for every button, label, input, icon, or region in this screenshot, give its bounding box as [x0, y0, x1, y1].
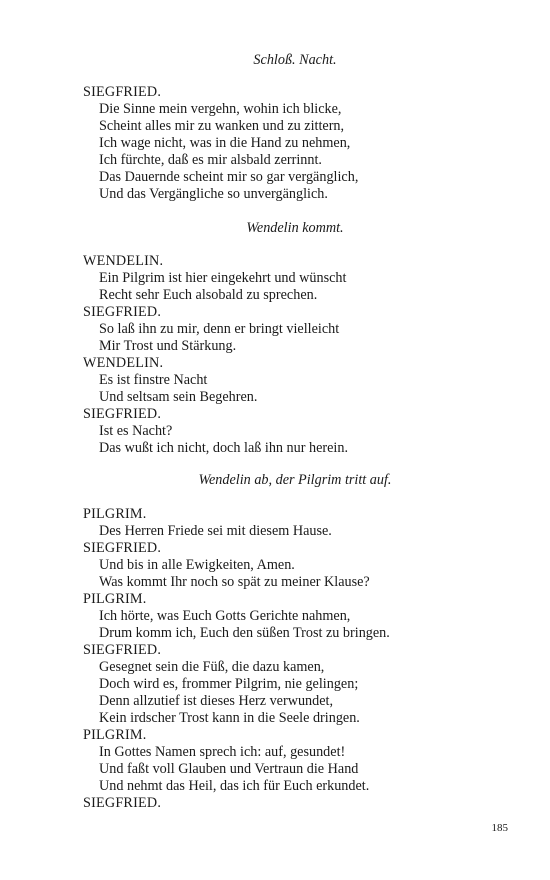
- verse-line: Was kommt Ihr noch so spät zu meiner Klause?: [99, 574, 370, 590]
- verse-line: Ich wage nicht, was in die Hand zu nehmen,: [99, 135, 351, 151]
- verse-line: Und das Vergängliche so unvergänglich.: [99, 186, 328, 202]
- verse-line: Und seltsam sein Begehren.: [99, 389, 258, 405]
- verse-line: Ein Pilgrim ist hier eingekehrt und wünscht: [99, 270, 347, 286]
- verse-line: Und bis in alle Ewigkeiten, Amen.: [99, 557, 295, 573]
- speaker-name: SIEGFRIED.: [83, 795, 162, 811]
- speaker-name: WENDELIN.: [83, 355, 164, 371]
- stage-direction: Schloß. Nacht.: [253, 52, 337, 68]
- speaker-name: SIEGFRIED.: [83, 304, 162, 320]
- verse-line: Doch wird es, frommer Pilgrim, nie gelingen;: [99, 676, 359, 692]
- verse-line: Das wußt ich nicht, doch laß ihn nur herein.: [99, 440, 349, 456]
- verse-line: Scheint alles mir zu wanken und zu zittern,: [99, 118, 345, 134]
- speaker-name: SIEGFRIED.: [83, 84, 162, 100]
- speaker-name: PILGRIM.: [83, 506, 147, 522]
- verse-line: Mir Trost und Stärkung.: [99, 338, 237, 354]
- page-number: 185: [491, 822, 508, 834]
- speaker-name: WENDELIN.: [83, 253, 164, 269]
- speaker-name: SIEGFRIED.: [83, 540, 162, 556]
- verse-line: Ist es Nacht?: [99, 423, 173, 439]
- verse-line: In Gottes Namen sprech ich: auf, gesundet!: [99, 744, 346, 760]
- verse-line: Kein irdscher Trost kann in die Seele dringen.: [99, 710, 360, 726]
- stage-direction: Wendelin kommt.: [246, 220, 344, 236]
- speaker-name: PILGRIM.: [83, 591, 147, 607]
- verse-line: Recht sehr Euch alsobald zu sprechen.: [99, 287, 318, 303]
- verse-line: Des Herren Friede sei mit diesem Hause.: [99, 523, 332, 539]
- verse-line: So laß ihn zu mir, denn er bringt vielleicht: [99, 321, 340, 337]
- verse-line: Das Dauernde scheint mir so gar vergänglich,: [99, 169, 359, 185]
- verse-line: Die Sinne mein vergehn, wohin ich blicke,: [99, 101, 342, 117]
- verse-line: Denn allzutief ist dieses Herz verwundet,: [99, 693, 334, 709]
- stage-direction: Wendelin ab, der Pilgrim tritt auf.: [198, 472, 392, 488]
- speaker-name: PILGRIM.: [83, 727, 147, 743]
- speaker-name: SIEGFRIED.: [83, 406, 162, 422]
- verse-line: Drum komm ich, Euch den süßen Trost zu bringen.: [99, 625, 390, 641]
- verse-line: Und faßt voll Glauben und Vertraun die Hand: [99, 761, 359, 777]
- speaker-name: SIEGFRIED.: [83, 642, 162, 658]
- verse-line: Es ist finstre Nacht: [99, 372, 208, 388]
- verse-line: Gesegnet sein die Füß, die dazu kamen,: [99, 659, 325, 675]
- verse-line: Ich hörte, was Euch Gotts Gerichte nahmen,: [99, 608, 351, 624]
- verse-line: Und nehmt das Heil, das ich für Euch erkundet.: [99, 778, 370, 794]
- verse-line: Ich fürchte, daß es mir alsbald zerrinnt.: [99, 152, 322, 168]
